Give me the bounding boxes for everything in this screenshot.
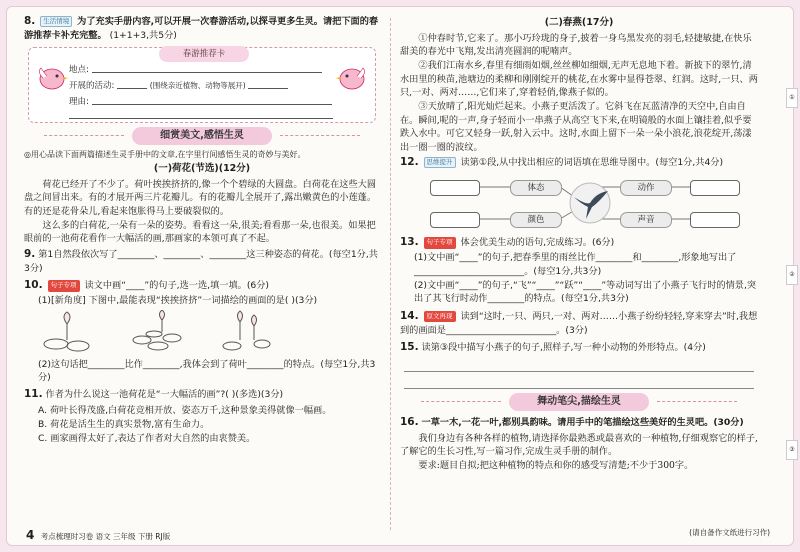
- question-16: 16. 一草一木,一花一叶,都别具韵味。请用手中的笔描绘这些美好的生灵吧。(30分) 我们身边有各种各样的植物,请选择你最熟悉或最喜欢的一种植物,仔细观察它的样子,了解它的生长习性,写一篇习作,完成生灵手册的制作。 要求:题目自拟;把这种植物的特点和你的感受写清楚;不少于300字。: [400, 416, 758, 472]
- reason-label: 理由:: [69, 96, 89, 107]
- lotus-pictures: [42, 310, 380, 356]
- lotus-picture-c[interactable]: [222, 310, 272, 354]
- spring-outing-card: 春游推荐卡 地点: 开展的活动: (围绕亲近植物、动物等展开) 理由:: [28, 47, 376, 123]
- answer-line[interactable]: [404, 372, 754, 389]
- activity-label: 开展的活动:: [69, 80, 115, 91]
- mind-map-label: 颜色: [510, 212, 562, 228]
- right-column: [400, 14, 758, 476]
- tag-badge: 句子专项: [48, 280, 80, 291]
- reason-field[interactable]: [92, 104, 332, 105]
- passage-paragraph: 荷花已经开了不少了。荷叶挨挨挤挤的,像一个个碧绿的大圆盘。白荷花在这些大圆盘之间冒出来。有的才展开两三片花瓣儿。有的花瓣儿全展开了,露出嫩黄色的小莲蓬。有的还是花骨朵儿,看起来饱胀得马上要破裂似的。: [24, 178, 377, 217]
- passage-paragraph: ②我们江南水乡,春里有细雨如烟,丝丝柳如细烟,无声无息地下着。新披下的翠竹,清水田里的秧苗,池塘边的柔柳和刚刚绽开的桃花,在水雾中显得苍翠、红润。这时,一只、两只,一对、两对……,它们来了,穿着轻俏,像燕子似的。: [400, 60, 758, 99]
- side-tab: ②: [786, 265, 798, 285]
- question-10: 10. 句子专项 读文中画“____”的句子,选一选,填一填。(6分) (1)[新角度] 下图中,最能表现“挨挨挤挤”一词描绘的画面的是( )(3分) (2)这句话把________比作________,我体会到了荷叶________的特点。(每空1分,共3分): [24, 278, 380, 384]
- answer-box[interactable]: [430, 180, 480, 196]
- question-8: 8. 生活情境 为了充实手册内容,可以开展一次春游活动,以探寻更多生灵。请把下面的春游推荐卡补充完整。 (1+1+3,共5分): [24, 15, 379, 42]
- question-15: 15. 读第③段中描写小燕子的句子,照样子,写一种小动物的外形特点。(4分): [400, 340, 758, 389]
- answer-line[interactable]: [404, 355, 754, 372]
- side-tab: ③: [786, 440, 798, 460]
- bird-icon: [335, 62, 369, 92]
- column-divider: [390, 18, 391, 530]
- passage-title: (二)春燕(17分): [544, 17, 614, 28]
- tag-badge: 生活情境: [40, 16, 72, 27]
- question-11: 11. 作者为什么说这一池荷花是“一大幅活的画”?( )(多选)(3分) A. 荷叶长得茂盛,白荷花竞相开放、姿态万千,这种景象美得就像一幅画。 B. 荷花是活生生的真实景物,富有生命力。 C. 画家画得太好了,表达了作者对大自然的由衷赞美。: [24, 387, 380, 445]
- mind-map-label: 声音: [620, 212, 672, 228]
- place-field[interactable]: [92, 72, 322, 73]
- answer-box[interactable]: [430, 212, 480, 228]
- passage-paragraph: 这么多的白荷花,一朵有一朵的姿势。看看这一朵,很美;看看那一朵,也很美。如果把眼前的一池荷花看作一大幅活的画,那画家的本领可真了不起。: [24, 219, 376, 245]
- passage-paragraph: ①仲春时节,它来了。那小巧玲珑的身子,披着一身乌黑发亮的羽毛,轻捷敏捷,在快乐甜美的春光中飞翔,发出清亮圆润的呢喃声。: [400, 32, 752, 58]
- section-banner: 细赏美文,感悟生灵: [132, 127, 272, 145]
- tag-badge: 句子专项: [424, 237, 456, 248]
- passage-paragraph: ③天放晴了,阳光灿烂起来。小燕子更活泼了。它斜飞在瓦蓝清净的天空中,自由自在。瞬间,呢的一声,身子轻而小一串燕子从高空飞下来,在明镜般的水面上镶挂着,似乎要跌入水中。可它又轻身一跃,射入云中。这时,水面上留下一朵一朵小浪花,浪花绽开,荡漾出一圈一圈的波纹。: [400, 101, 752, 153]
- tag-badge: 原文再现: [424, 311, 456, 322]
- answer-box[interactable]: [690, 180, 740, 196]
- option-b[interactable]: B. 荷花是活生生的真实景物,富有生命力。: [38, 419, 210, 431]
- option-a[interactable]: A. 荷叶长得茂盛,白荷花竞相开放、姿态万千,这种景象美得就像一幅画。: [38, 404, 332, 416]
- mind-map: [400, 173, 758, 233]
- place-label: 地点:: [69, 64, 89, 75]
- left-column: [24, 14, 380, 449]
- answer-box[interactable]: [690, 212, 740, 228]
- question-12: 12. 思维提升 读第①段,从中找出相应的词语填在思维导图中。(每空1分,共4分): [400, 155, 724, 168]
- lotus-picture-a[interactable]: [42, 310, 92, 354]
- option-c[interactable]: C. 画家画得太好了,表达了作者对大自然的由衷赞美。: [38, 433, 256, 445]
- question-13: 13. 句子专项 体会优美生动的语句,完成练习。(6分) (1)文中画“____”的句子,把春季里的雨丝比作________和________,形象地写出了________________________。(每空1分,共3分) (2)文中画“____”的句子,“飞”“____”“跃”“____”等动词写出了小燕子飞行时的情景,突出了其飞行时动作________的特点。(每空1分,共3分): [400, 236, 757, 305]
- page-footer: 4 考点梳理时习卷 语文 三年级 下册 RJ版: [26, 528, 171, 542]
- writing-note: (请自备作文纸进行习作): [689, 528, 770, 537]
- page-number: 4: [26, 528, 35, 542]
- question-14: 14. 原文再现 读到“这时,一只、两只,一对、两对……小燕子纷纷轻轻,穿来穿去”时,我想到的画面是________________________。(3分): [400, 309, 758, 336]
- bird-icon: [35, 62, 69, 92]
- passage-title: (一)荷花(节选)(12分): [153, 163, 251, 175]
- section-intro: ◎用心品读下面两篇描述生灵手册中的文章,在字里行间感悟生灵的奇妙与美好。: [24, 149, 306, 159]
- activity-field[interactable]: [117, 88, 147, 89]
- section-banner: 舞动笔尖,描绘生灵: [509, 393, 649, 411]
- mind-map-label: 体态: [510, 180, 562, 196]
- side-tab: ①: [786, 88, 798, 108]
- question-9: 9. 第1自然段依次写了________、________、________这三种姿态的荷花。(每空1分,共3分): [24, 247, 378, 274]
- mind-map-label: 动作: [620, 180, 672, 196]
- tag-badge: 思维提升: [424, 157, 456, 168]
- lotus-picture-b[interactable]: [132, 310, 182, 354]
- card-title: 春游推荐卡: [159, 46, 249, 62]
